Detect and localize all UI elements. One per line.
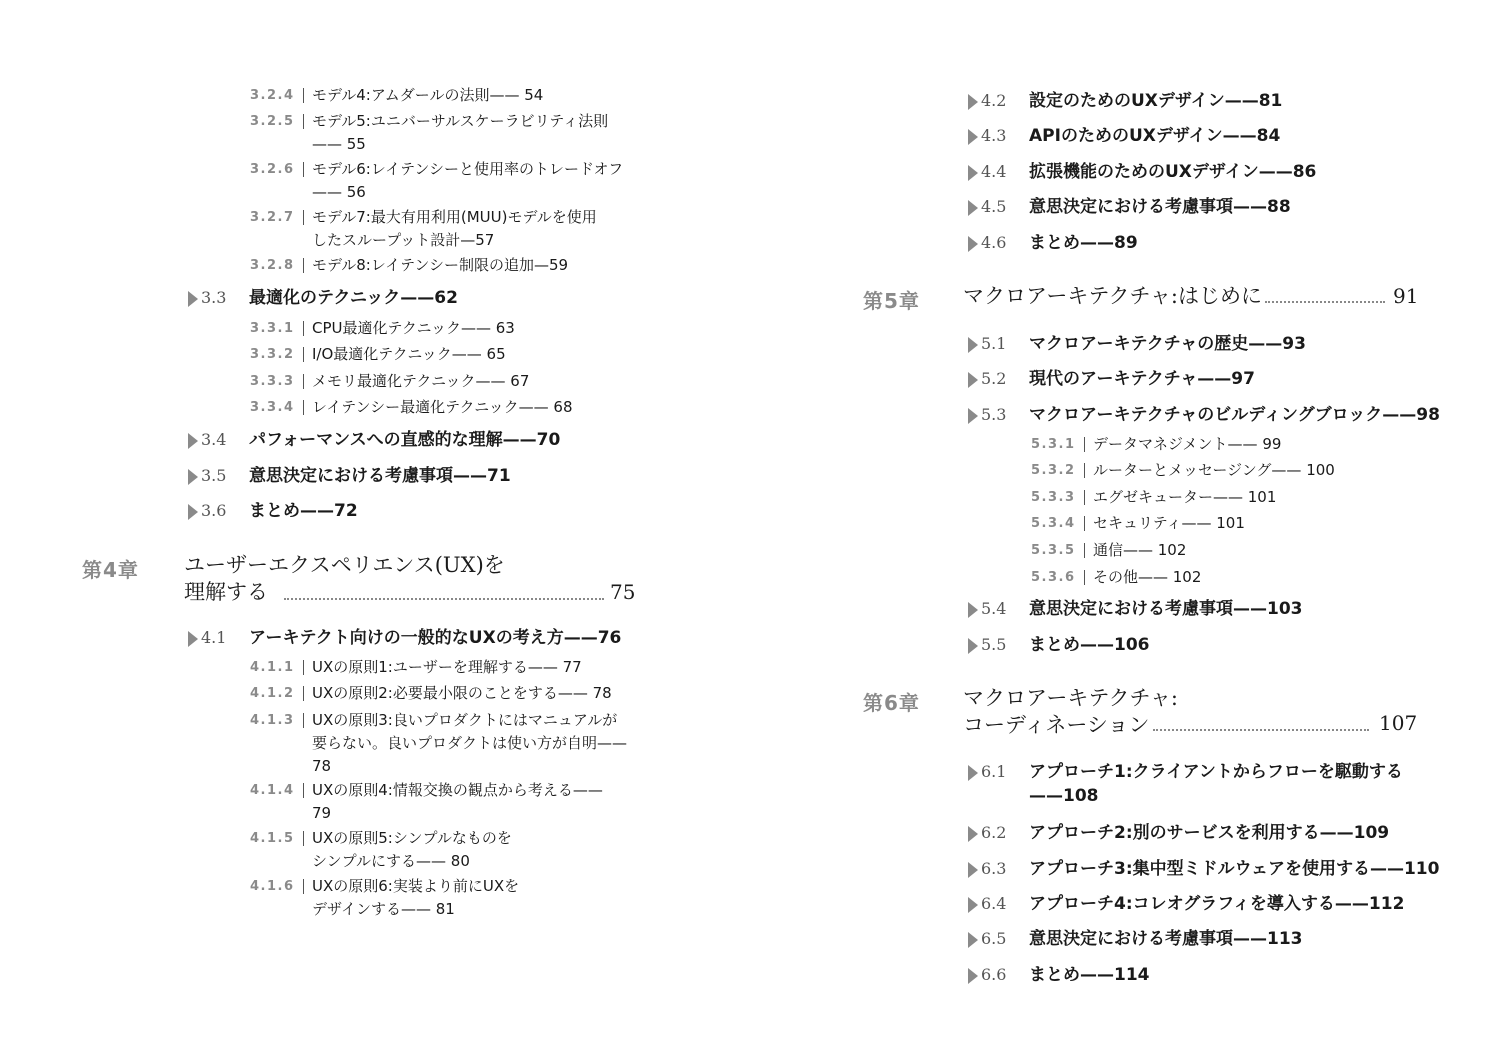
- entry-number: 5.3.3: [1031, 490, 1076, 505]
- entry-title: モデル5:ユニバーサルスケーラビリティ法則 —— 55: [312, 112, 609, 153]
- entry-title: UXの原則6:実装より前にUXを デザインする—— 81: [312, 877, 520, 918]
- entry-title: その他—— 102: [1093, 568, 1202, 586]
- section-title: アプローチ2:別のサービスを利用する——109: [1029, 823, 1390, 843]
- divider: [303, 660, 304, 675]
- section-title: 意思決定における考慮事項——88: [1029, 197, 1291, 217]
- triangle-marker-icon: [188, 469, 198, 485]
- chapter-label: 第4章: [82, 558, 139, 582]
- entry-number: 3.3.2: [250, 347, 295, 362]
- section-number: 3.4: [201, 430, 227, 449]
- section-title: 設定のためのUXデザイン——81: [1029, 91, 1283, 111]
- chapter-title-line1: マクロアーキテクチャ:: [963, 686, 1178, 710]
- entry-title: モデル4:アムダールの法則—— 54: [312, 86, 544, 104]
- chapter-page: 75: [610, 580, 636, 604]
- section-title: APIのためのUXデザイン——84: [1029, 126, 1281, 146]
- divider: [1084, 490, 1085, 505]
- triangle-marker-icon: [968, 165, 978, 181]
- chapter-label: 第5章: [863, 289, 920, 313]
- section-number: 6.2: [981, 823, 1007, 842]
- section-title: まとめ——106: [1029, 635, 1150, 655]
- leader-dots: [1153, 729, 1369, 731]
- section-title: パフォーマンスへの直感的な理解——70: [249, 430, 561, 450]
- divider: [303, 686, 304, 701]
- entry-title: データマネジメント—— 99: [1093, 435, 1282, 453]
- entry-title: UXの原則2:必要最小限のことをする—— 78: [312, 684, 612, 702]
- section-number: 5.1: [981, 334, 1007, 353]
- entry-number: 5.3.4: [1031, 516, 1076, 531]
- divider: [1084, 543, 1085, 558]
- divider: [303, 114, 304, 129]
- chapter-title-line2: コーディネーション: [963, 713, 1150, 737]
- entry-number: 4.1.6: [250, 879, 295, 894]
- divider: [1084, 570, 1085, 585]
- section-number: 3.3: [201, 288, 227, 307]
- section-title: 現代のアーキテクチャ——97: [1029, 369, 1255, 389]
- entry-number: 3.2.4: [250, 88, 295, 103]
- section-number: 5.4: [981, 599, 1007, 618]
- triangle-marker-icon: [968, 372, 978, 388]
- section-title: 最適化のテクニック——62: [249, 288, 458, 308]
- triangle-marker-icon: [968, 236, 978, 252]
- section-number: 3.5: [201, 466, 227, 485]
- entry-number: 5.3.1: [1031, 437, 1076, 452]
- entry-title: モデル7:最大有用利用(MUU)モデルを使用 したスループット設計—57: [312, 208, 597, 249]
- chapter-page: 91: [1393, 284, 1419, 308]
- entry-number: 3.2.7: [250, 210, 295, 225]
- triangle-marker-icon: [188, 433, 198, 449]
- entry-number: 3.2.6: [250, 162, 295, 177]
- triangle-marker-icon: [188, 291, 198, 307]
- triangle-marker-icon: [968, 337, 978, 353]
- section-title: アプローチ3:集中型ミドルウェアを使用する——110: [1029, 859, 1440, 879]
- entry-number: 5.3.5: [1031, 543, 1076, 558]
- section-title: 意思決定における考慮事項——71: [249, 466, 511, 486]
- triangle-marker-icon: [968, 200, 978, 216]
- section-title: アプローチ1:クライアントからフローを駆動する ——108: [1029, 762, 1403, 806]
- section-number: 6.5: [981, 929, 1007, 948]
- section-title: アプローチ4:コレオグラフィを導入する——112: [1029, 894, 1405, 914]
- entry-title: I/O最適化テクニック—— 65: [312, 345, 506, 363]
- entry-title: CPU最適化テクニック—— 63: [312, 319, 515, 337]
- divider: [303, 258, 304, 273]
- triangle-marker-icon: [968, 408, 978, 424]
- entry-title: セキュリティ—— 101: [1093, 514, 1245, 532]
- triangle-marker-icon: [968, 826, 978, 842]
- section-number: 3.6: [201, 501, 227, 520]
- triangle-marker-icon: [968, 765, 978, 781]
- chapter-title-line2: 理解する: [184, 580, 268, 604]
- leader-dots: [284, 598, 604, 600]
- divider: [303, 210, 304, 225]
- entry-title: UXの原則5:シンプルなものを シンプルにする—— 80: [312, 829, 512, 870]
- entry-number: 4.1.2: [250, 686, 295, 701]
- entry-title: 通信—— 102: [1093, 541, 1187, 559]
- entry-number: 4.1.4: [250, 783, 295, 798]
- entry-number: 3.3.4: [250, 400, 295, 415]
- section-number: 5.5: [981, 635, 1007, 654]
- section-number: 4.2: [981, 91, 1007, 110]
- triangle-marker-icon: [968, 602, 978, 618]
- chapter-label: 第6章: [863, 691, 920, 715]
- entry-number: 3.2.5: [250, 114, 295, 129]
- triangle-marker-icon: [968, 862, 978, 878]
- section-title: マクロアーキテクチャのビルディングブロック——98: [1029, 405, 1440, 425]
- entry-number: 5.3.2: [1031, 463, 1076, 478]
- section-title: 拡張機能のためのUXデザイン——86: [1029, 162, 1317, 182]
- divider: [303, 713, 304, 728]
- entry-title: ルーターとメッセージング—— 100: [1093, 461, 1335, 479]
- divider: [1084, 463, 1085, 478]
- section-number: 6.6: [981, 965, 1007, 984]
- entry-number: 3.2.8: [250, 258, 295, 273]
- entry-number: 3.3.3: [250, 374, 295, 389]
- chapter-title: マクロアーキテクチャ:はじめに: [963, 284, 1262, 308]
- triangle-marker-icon: [968, 94, 978, 110]
- triangle-marker-icon: [968, 897, 978, 913]
- divider: [303, 88, 304, 103]
- entry-title: モデル8:レイテンシー制限の追加—59: [312, 256, 569, 274]
- section-number: 6.3: [981, 859, 1007, 878]
- section-number: 6.4: [981, 894, 1007, 913]
- section-title: 意思決定における考慮事項——103: [1029, 599, 1303, 619]
- divider: [303, 831, 304, 846]
- triangle-marker-icon: [968, 932, 978, 948]
- entry-title: レイテンシー最適化テクニック—— 68: [312, 398, 573, 416]
- divider: [303, 374, 304, 389]
- section-number: 4.5: [981, 197, 1007, 216]
- divider: [303, 162, 304, 177]
- triangle-marker-icon: [968, 638, 978, 654]
- triangle-marker-icon: [968, 968, 978, 984]
- section-title: マクロアーキテクチャの歴史——93: [1029, 334, 1306, 354]
- entry-title: メモリ最適化テクニック—— 67: [312, 372, 530, 390]
- section-title: まとめ——114: [1029, 965, 1150, 985]
- section-title: 意思決定における考慮事項——113: [1029, 929, 1303, 949]
- divider: [303, 879, 304, 894]
- entry-title: UXの原則3:良いプロダクトにはマニュアルが 要らない。良いプロダクトは使い方が自明—— 78: [312, 711, 628, 775]
- entry-number: 4.1.3: [250, 713, 295, 728]
- section-title: アーキテクト向けの一般的なUXの考え方——76: [249, 628, 622, 648]
- section-number: 4.6: [981, 233, 1007, 252]
- chapter-page: 107: [1379, 711, 1418, 735]
- divider: [303, 400, 304, 415]
- toc-chapter-6[interactable]: [863, 685, 1423, 745]
- leader-dots: [1265, 301, 1385, 303]
- entry-title: モデル6:レイテンシーと使用率のトレードオフ —— 56: [312, 160, 624, 201]
- chapter-title-line1: ユーザーエクスペリエンス(UX)を: [184, 553, 505, 577]
- toc-chapter-5[interactable]: [863, 283, 1423, 315]
- triangle-marker-icon: [188, 631, 198, 647]
- section-number: 4.4: [981, 162, 1007, 181]
- toc-chapter-4[interactable]: [82, 552, 642, 612]
- section-number: 4.3: [981, 126, 1007, 145]
- triangle-marker-icon: [968, 129, 978, 145]
- entry-number: 4.1.1: [250, 660, 295, 675]
- divider: [1084, 516, 1085, 531]
- triangle-marker-icon: [188, 504, 198, 520]
- entry-title: UXの原則1:ユーザーを理解する—— 77: [312, 658, 582, 676]
- section-title: まとめ——72: [249, 501, 358, 521]
- entry-number: 5.3.6: [1031, 570, 1076, 585]
- entry-title: UXの原則4:情報交換の観点から考える—— 79: [312, 781, 603, 822]
- divider: [303, 347, 304, 362]
- section-number: 4.1: [201, 628, 227, 647]
- entry-number: 4.1.5: [250, 831, 295, 846]
- section-number: 6.1: [981, 762, 1007, 781]
- section-title: まとめ——89: [1029, 233, 1138, 253]
- divider: [303, 783, 304, 798]
- entry-title: エグゼキューター—— 101: [1093, 488, 1277, 506]
- section-number: 5.3: [981, 405, 1007, 424]
- section-number: 5.2: [981, 369, 1007, 388]
- divider: [303, 321, 304, 336]
- entry-number: 3.3.1: [250, 321, 295, 336]
- divider: [1084, 437, 1085, 452]
